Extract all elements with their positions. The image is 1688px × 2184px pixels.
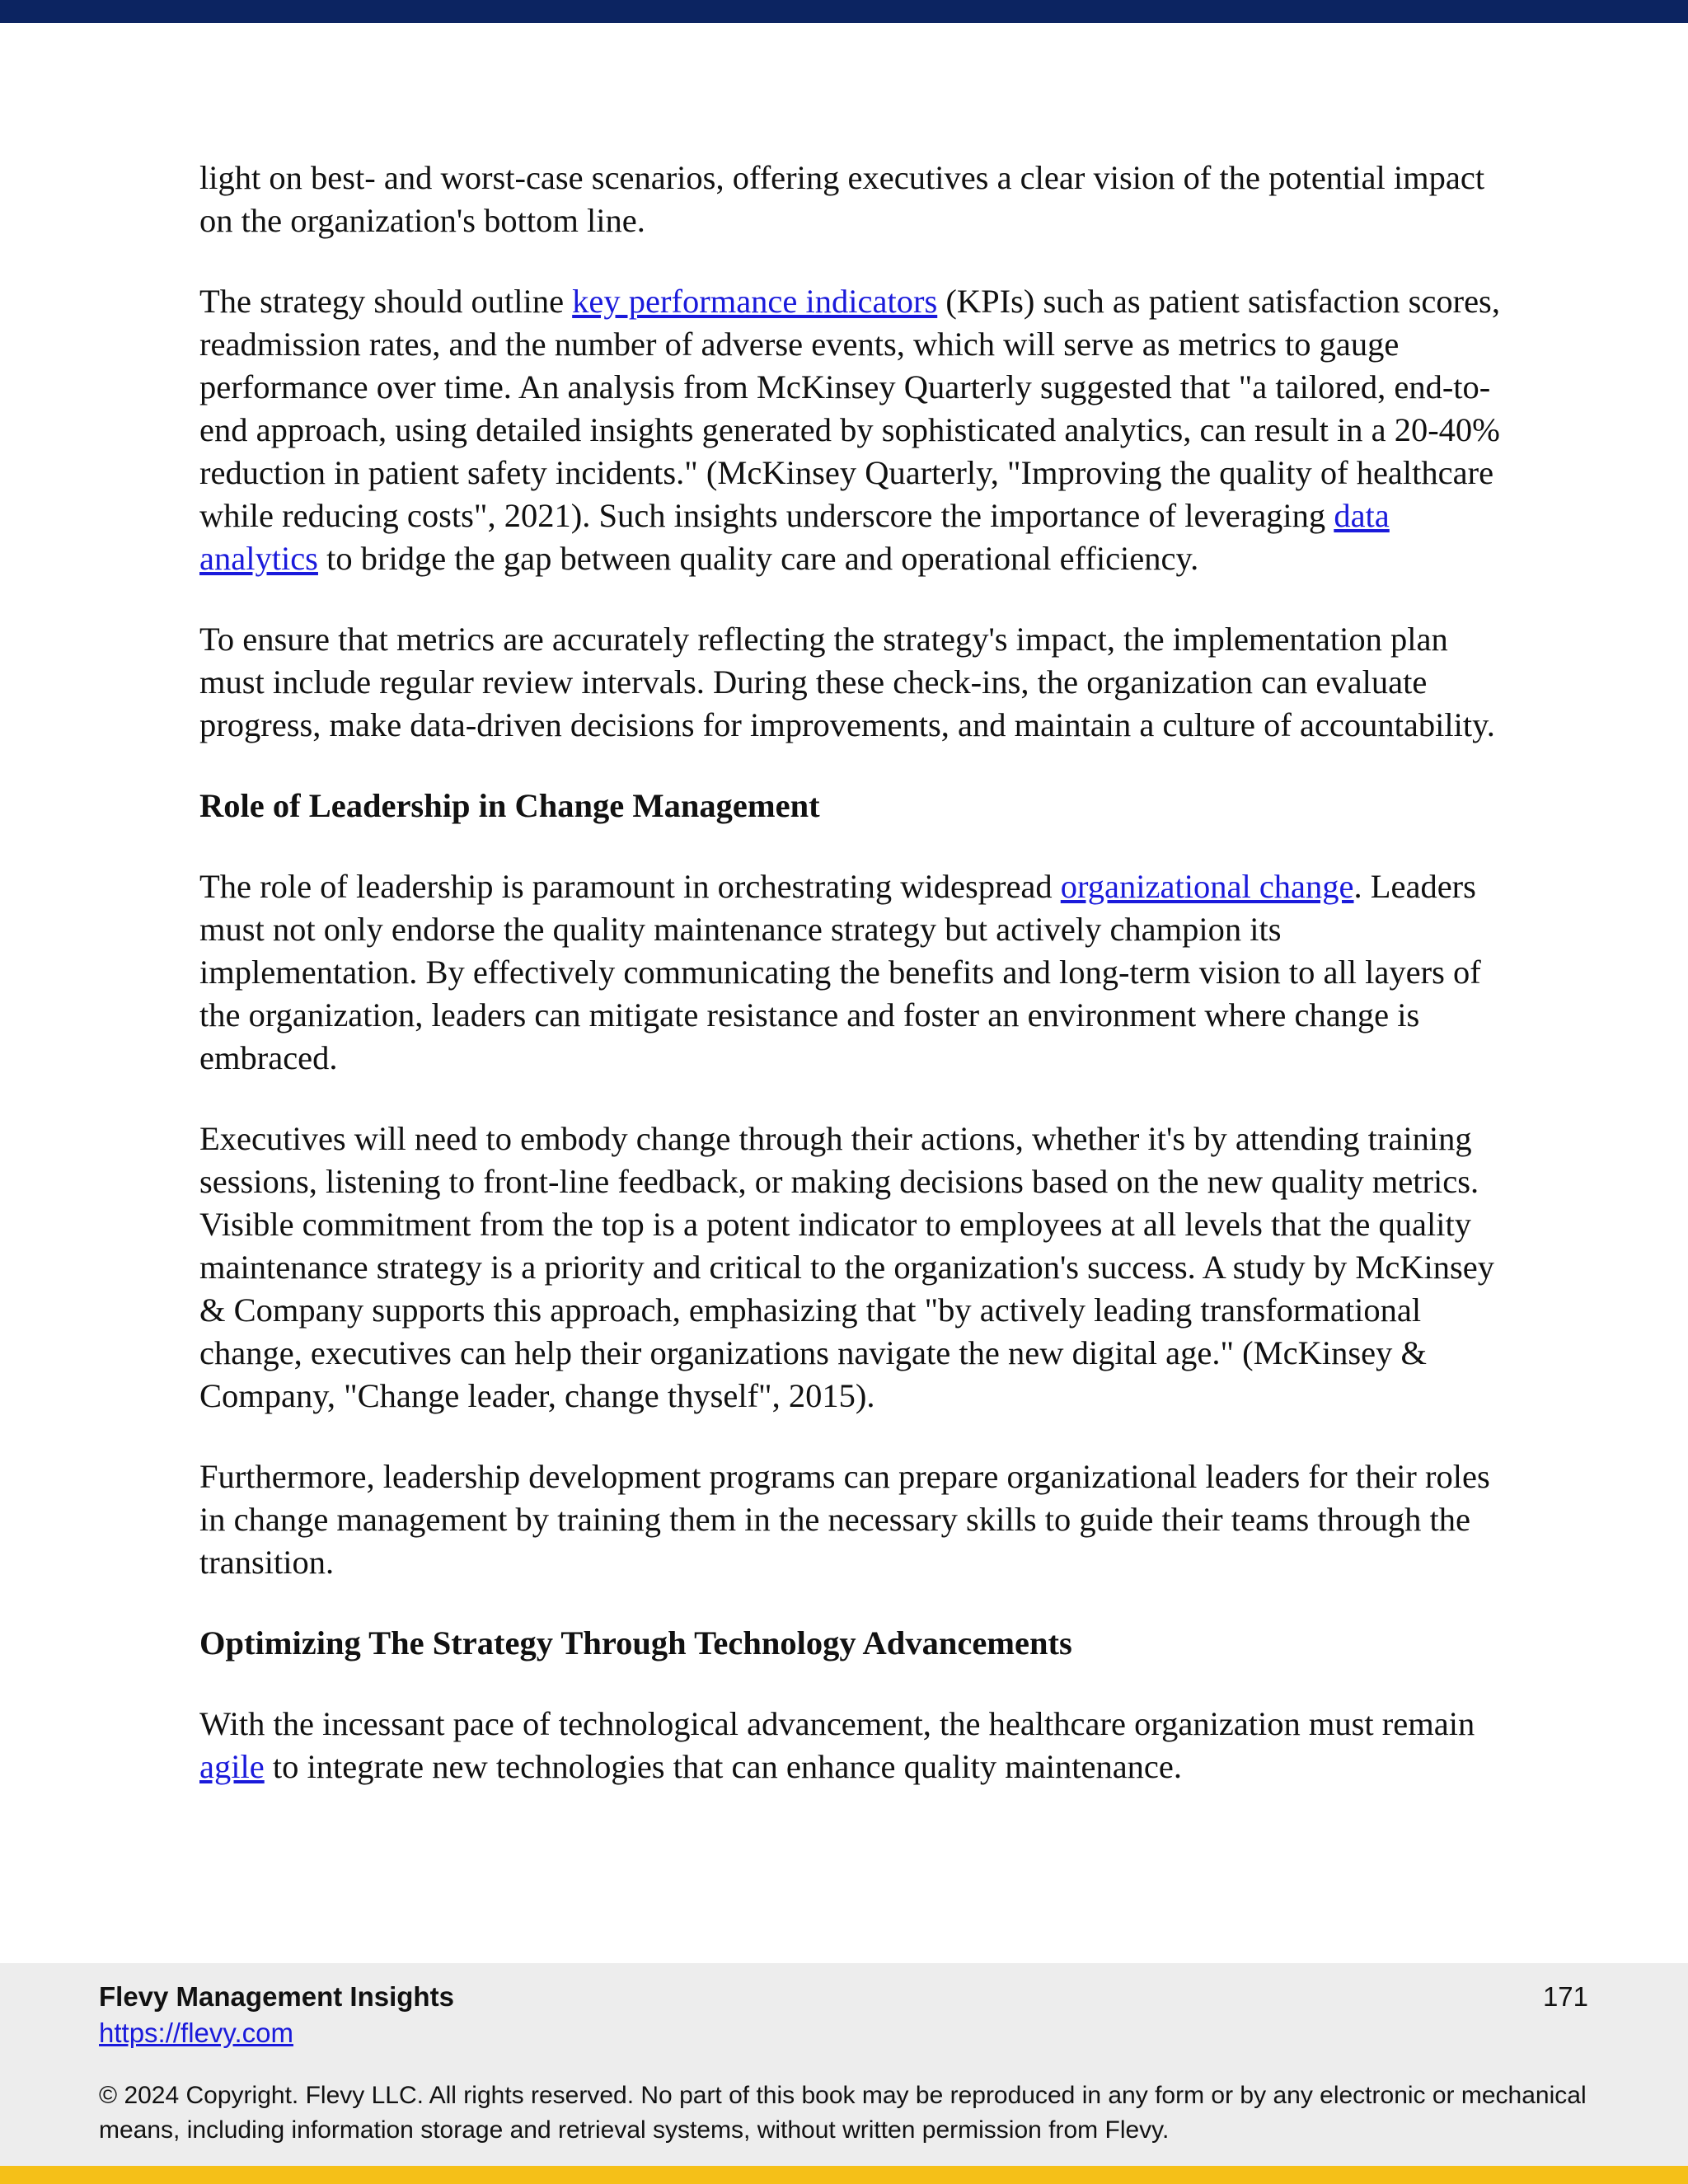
paragraph-text: The role of leadership is paramount in orchestrating widespread <box>199 868 1061 905</box>
paragraph-text: With the incessant pace of technological advancement, the healthcare organization must remain <box>199 1705 1475 1742</box>
link-key-performance-indicators[interactable]: key performance indicators <box>572 283 938 320</box>
footer-website-link[interactable]: https://flevy.com <box>99 2018 293 2048</box>
paragraph-text: Furthermore, leadership development programs can prepare organizational leaders for their roles in change management by training them in the necessary skills to guide their teams through the transition. <box>199 1458 1490 1581</box>
paragraph-text: (KPIs) such as patient satisfaction scores, readmission rates, and the number of adverse events, which will serve as metrics to gauge performance over time. An analysis from McKinsey Quarterly suggested that "a tailored, end-to-end approach, using detailed insights generated by sophisticated analytics, can result in a 20-40% reduction in patient safety incidents." (McKinsey Quarterly, "Improving the quality of healthcare while reducing costs", 2021). Such insights underscore the importance of leveraging <box>199 283 1500 534</box>
paragraph-text: The strategy should outline <box>199 283 573 320</box>
page-number: 171 <box>1542 1981 1588 2012</box>
paragraph-leadership-development <box>199 1455 1502 1584</box>
paragraph-metrics-review <box>199 618 1502 747</box>
bottom-accent-bar <box>0 2166 1688 2184</box>
page-content <box>199 157 1502 1826</box>
section-heading-leadership: Role of Leadership in Change Management <box>199 787 820 824</box>
link-agile[interactable]: agile <box>199 1748 265 1785</box>
top-accent-bar <box>0 0 1688 23</box>
page-footer <box>0 1963 1688 2166</box>
paragraph-text: . Leaders must not only endorse the quality maintenance strategy but actively champion its implementation. By effectively communicating the benefits and long-term vision to all layers of the organization, leaders can mitigate resistance and foster an environment where change is embraced. <box>199 868 1481 1076</box>
paragraph-text: To ensure that metrics are accurately reflecting the strategy's impact, the implementation plan must include regular review intervals. During these check-ins, the organization can evaluate progress, make data-driven decisions for improvements, and maintain a culture of accountability. <box>199 621 1495 743</box>
paragraph-scenarios <box>199 157 1502 242</box>
paragraph-kpis <box>199 280 1502 580</box>
footer-brand: Flevy Management Insights <box>99 1981 454 2012</box>
paragraph-executives <box>199 1118 1502 1418</box>
paragraph-text: to bridge the gap between quality care and operational efficiency. <box>317 540 1199 577</box>
link-organizational-change[interactable]: organizational change <box>1060 868 1354 905</box>
copyright-notice: © 2024 Copyright. Flevy LLC. All rights reserved. No part of this book may be reproduced in any form or by any electronic or mechanical means, including information storage and retrieval systems, without written permission from Flevy. <box>99 2082 1587 2144</box>
paragraph-text: Executives will need to embody change through their actions, whether it's by attending training sessions, listening to front-line feedback, or making decisions based on the new quality metrics. Visible commitment from the top is a potent indicator to employees at all levels that the quality maintenance strategy is a priority and critical to the organization's success. A study by McKinsey & Company supports this approach, emphasizing that "by actively leading transformational change, executives can help their organizations navigate the new digital age." (McKinsey & Company, "Change leader, change thyself", 2015). <box>199 1120 1495 1414</box>
section-heading-technology: Optimizing The Strategy Through Technology Advancements <box>199 1624 1072 1661</box>
paragraph-technology <box>199 1703 1502 1788</box>
paragraph-text: light on best- and worst-case scenarios, offering executives a clear vision of the potential impact on the organization's bottom line. <box>199 159 1485 239</box>
link-data-analytics[interactable]: data analytics <box>199 497 1390 577</box>
paragraph-leadership-role <box>199 865 1502 1080</box>
paragraph-text: to integrate new technologies that can enhance quality maintenance. <box>264 1748 1183 1785</box>
